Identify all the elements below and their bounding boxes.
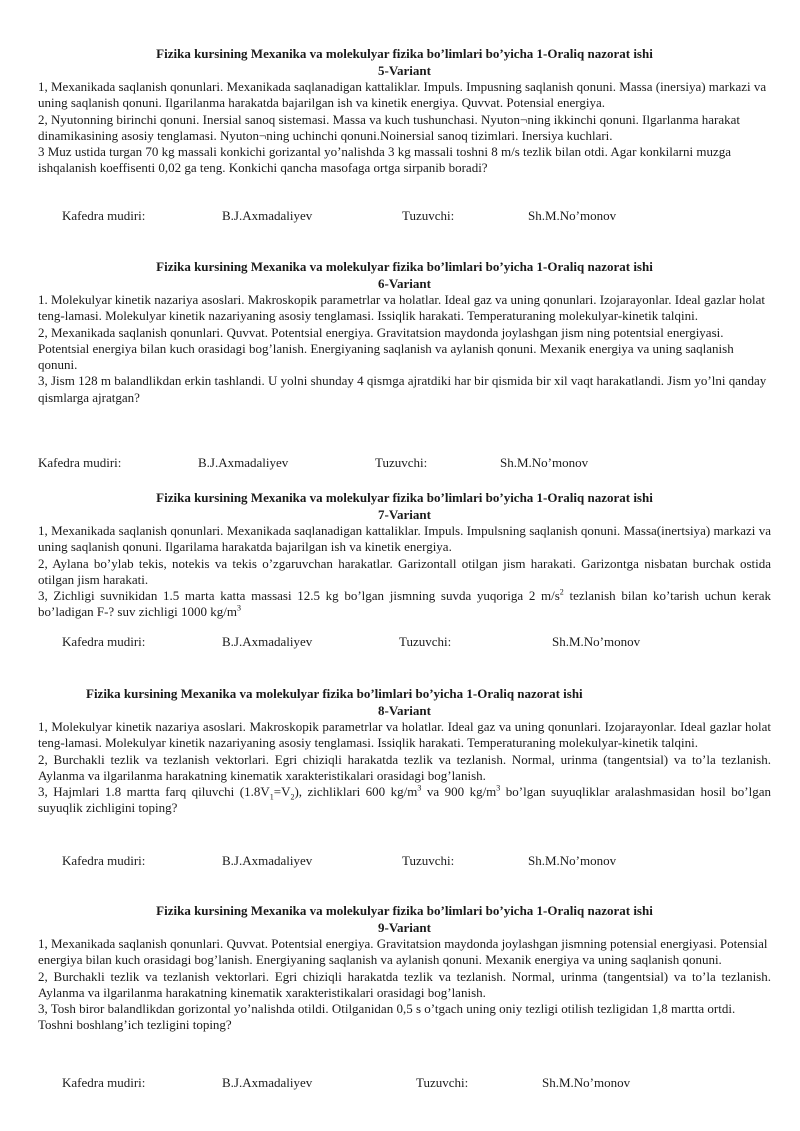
- question-3: 3 Muz ustida turgan 70 kg massali konkichi gorizantal yo’nalishda 3 kg massali toshni 8 m/s tezlik bilan otdi. Agar konkilarni muzga ishqalanish koeffisenti 0,02 ga teng. Konkichi qancha masofaga ortga sirpanib boradi?: [38, 144, 731, 176]
- head-label: Kafedra mudiri:: [62, 634, 146, 649]
- exam-title: Fizika kursining Mexanika va molekulyar fizika bo’limlari bo’yicha 1-Oraliq nazorat ishi: [86, 686, 583, 701]
- author-label: Tuzuvchi:: [402, 208, 455, 223]
- head-name: B.J.Axmadaliyev: [222, 634, 313, 649]
- variant-5-section: [38, 46, 771, 223]
- author-name: Sh.M.No’monov: [528, 853, 617, 868]
- question-1: 1, Mexanikada saqlanish qonunlari. Mexanikada saqlanadigan kattaliklar. Impuls. Impusning saqlanish qonuni. Massa (inersiya) markazi va uning saqlanish qonuni. Ilgarilanma harakatda bajarilgan ish va kinetik energiya. Quvvat. Potensial energiya.: [38, 79, 767, 111]
- question-3: 3, Jism 128 m balandlikdan erkin tashlandi. U yolni shunday 4 qismga ajratdiki har bir qismida bir xil vaqt harakatlandi. Jism yo’lni qanday qismlarga ajratgan?: [38, 373, 767, 405]
- head-label: Kafedra mudiri:: [62, 208, 146, 223]
- variant-label: 8-Variant: [378, 703, 431, 718]
- exam-title: Fizika kursining Mexanika va molekulyar fizika bo’limlari bo’yicha 1-Oraliq nazorat ishi: [156, 259, 653, 274]
- signature-line: [38, 634, 771, 650]
- head-name: B.J.Axmadaliyev: [222, 853, 313, 868]
- variant-9-section: [38, 903, 771, 1090]
- author-label: Tuzuvchi:: [402, 853, 455, 868]
- variant-label: 6-Variant: [378, 276, 431, 291]
- question-3: 3, Tosh biror balandlikdan gorizontal yo’nalishda otildi. Otilganidan 0,5 s o’tgach uning oniy tezligi otilish tezligidan 1,8 martta ortdi. Toshni boshlang’ich tezligini toping?: [38, 1001, 736, 1033]
- question-2: 2, Aylana bo’ylab tekis, notekis va tekis o’zgaruvchan harakatlar. Garizontall otilgan jism harakati. Garizontga nisbatan burchak ostida otilgan jism harakati.: [38, 555, 771, 587]
- signature-line: [38, 208, 771, 224]
- head-label: Kafedra mudiri:: [62, 1075, 146, 1090]
- head-name: B.J.Axmadaliyev: [222, 1075, 313, 1090]
- variant-6-section: [38, 259, 771, 470]
- variant-7-section: [38, 490, 771, 649]
- signature-line: [38, 455, 771, 471]
- variant-8-section: [38, 686, 771, 868]
- author-label: Tuzuvchi:: [375, 455, 428, 470]
- question-1: 1, Mexanikada saqlanish qonunlari. Quvvat. Potentsial energiya. Gravitatsion maydonda joylashgan jismning potensial energiyasi. Potensial energiya bilan kuch orasidagi bog’lanish. Energiyaning saqlanish va aylanish qonuni. Mexanik energiya va uning saqlanish qonuni.: [38, 936, 768, 968]
- head-label: Kafedra mudiri:: [38, 455, 122, 470]
- author-label: Tuzuvchi:: [399, 634, 452, 649]
- signature-line: [38, 853, 771, 869]
- exam-title: Fizika kursining Mexanika va molekulyar fizika bo’limlari bo’yicha 1-Oraliq nazorat ishi: [156, 46, 653, 61]
- head-name: B.J.Axmadaliyev: [222, 208, 313, 223]
- author-label: Tuzuvchi:: [416, 1075, 469, 1090]
- question-2: 2, Burchakli tezlik va tezlanish vektorlari. Egri chiziqli harakatda tezlik va tezlanish. Normal, urinma (tangentsial) va to’la tezlanish. Aylanma va ilgarilanma harakatning kinematik xarakteristikalari orasidagi bog’lanish.: [38, 751, 771, 783]
- exam-title: Fizika kursining Mexanika va molekulyar fizika bo’limlari bo’yicha 1-Oraliq nazorat ishi: [156, 903, 653, 918]
- head-name: B.J.Axmadaliyev: [198, 455, 289, 470]
- question-1: 1, Molekulyar kinetik nazariya asoslari. Makroskopik parametrlar va holatlar. Ideal gaz va uning qonunlari. Izojarayonlar. Ideal gazlar holat teng-lamasi. Molekulyar kinetik nazariyaning asosiy tenglamasi. Issiqlik harakati. Temperaturaning molekulyar-kinetik talqini.: [38, 719, 771, 751]
- question-1: 1. Molekulyar kinetik nazariya asoslari. Makroskopik parametrlar va holatlar. Ideal gaz va uning qonunlari. Izojarayonlar. Ideal gazlar holat teng-lamasi. Molekulyar kinetik nazariyaning asosiy tenglamasi. Issiqlik harakati. Temperaturaning molekulyar-kinetik talqini.: [38, 292, 766, 324]
- exam-title: Fizika kursining Mexanika va molekulyar fizika bo’limlari bo’yicha 1-Oraliq nazorat ishi: [156, 490, 653, 505]
- signature-line: [38, 1075, 771, 1091]
- author-name: Sh.M.No’monov: [552, 634, 641, 649]
- variant-label: 5-Variant: [378, 63, 431, 78]
- question-2: 2, Nyutonning birinchi qonuni. Inersial sanoq sistemasi. Massa va kuch tushunchasi. Nyuton¬ning ikkinchi qonuni. Ilgarlanma harakat dinamikasining asosiy tenglamasi. Nyuton¬ning uchinchi qonuni.Noinersial sanoq tizimlari. Inersiya kuchlari.: [38, 111, 740, 143]
- variant-label: 9-Variant: [378, 920, 431, 935]
- head-label: Kafedra mudiri:: [62, 853, 146, 868]
- question-3: 3, Hajmlari 1.8 martta farq qiluvchi $(1.8V_1=V_2)$, zichliklari 600 $kg/m^3$ va 900 $kg/m^3$ bo’lgan suyuqliklar aralashmasidan hosil bo’lgan suyuqlik zichligini toping?: [38, 783, 771, 816]
- author-name: Sh.M.No’monov: [528, 208, 617, 223]
- question-1: 1, Mexanikada saqlanish qonunlari. Mexanikada saqlanadigan kattaliklar. Impuls. Impulsning saqlanish qonuni. Massa(inertsiya) markazi va uning saqlanish qonuni. Ilgarilama harakatda bajarilgan ish va kinetik energiya.: [38, 523, 771, 555]
- question-2: 2, Mexanikada saqlanish qonunlari. Quvvat. Potentsial energiya. Gravitatsion maydonda joylashgan jism ning potentsial energiyasi. Potentsial energiya bilan kuch orasidagi bog’lanish. Energiyaning saqlanish va aylanish qonuni. Mexanik energiya va uning saqlanish qonuni.: [38, 324, 734, 373]
- question-2: 2, Burchakli tezlik va tezlanish vektorlari. Egri chiziqli harakatda tezlik va tezlanish. Normal, urinma (tangentsial) va to’la tezlanish. Aylanma va ilgarilanma harakatning kinematik xarakteristikalari orasidagi bog’lanish.: [38, 968, 771, 1000]
- question-3: 3, Zichligi suvnikidan 1.5 marta katta massasi 12.5 kg bo’lgan jismning suvda yuqoriga 2 $m/s^2$ tezlanish bilan ko’tarish uchun kerak bo’ladigan F-? suv zichligi 1000 $kg/m^3$: [38, 587, 771, 620]
- author-name: Sh.M.No’monov: [542, 1075, 631, 1090]
- variant-label: 7-Variant: [378, 507, 431, 522]
- author-name: Sh.M.No’monov: [500, 455, 589, 470]
